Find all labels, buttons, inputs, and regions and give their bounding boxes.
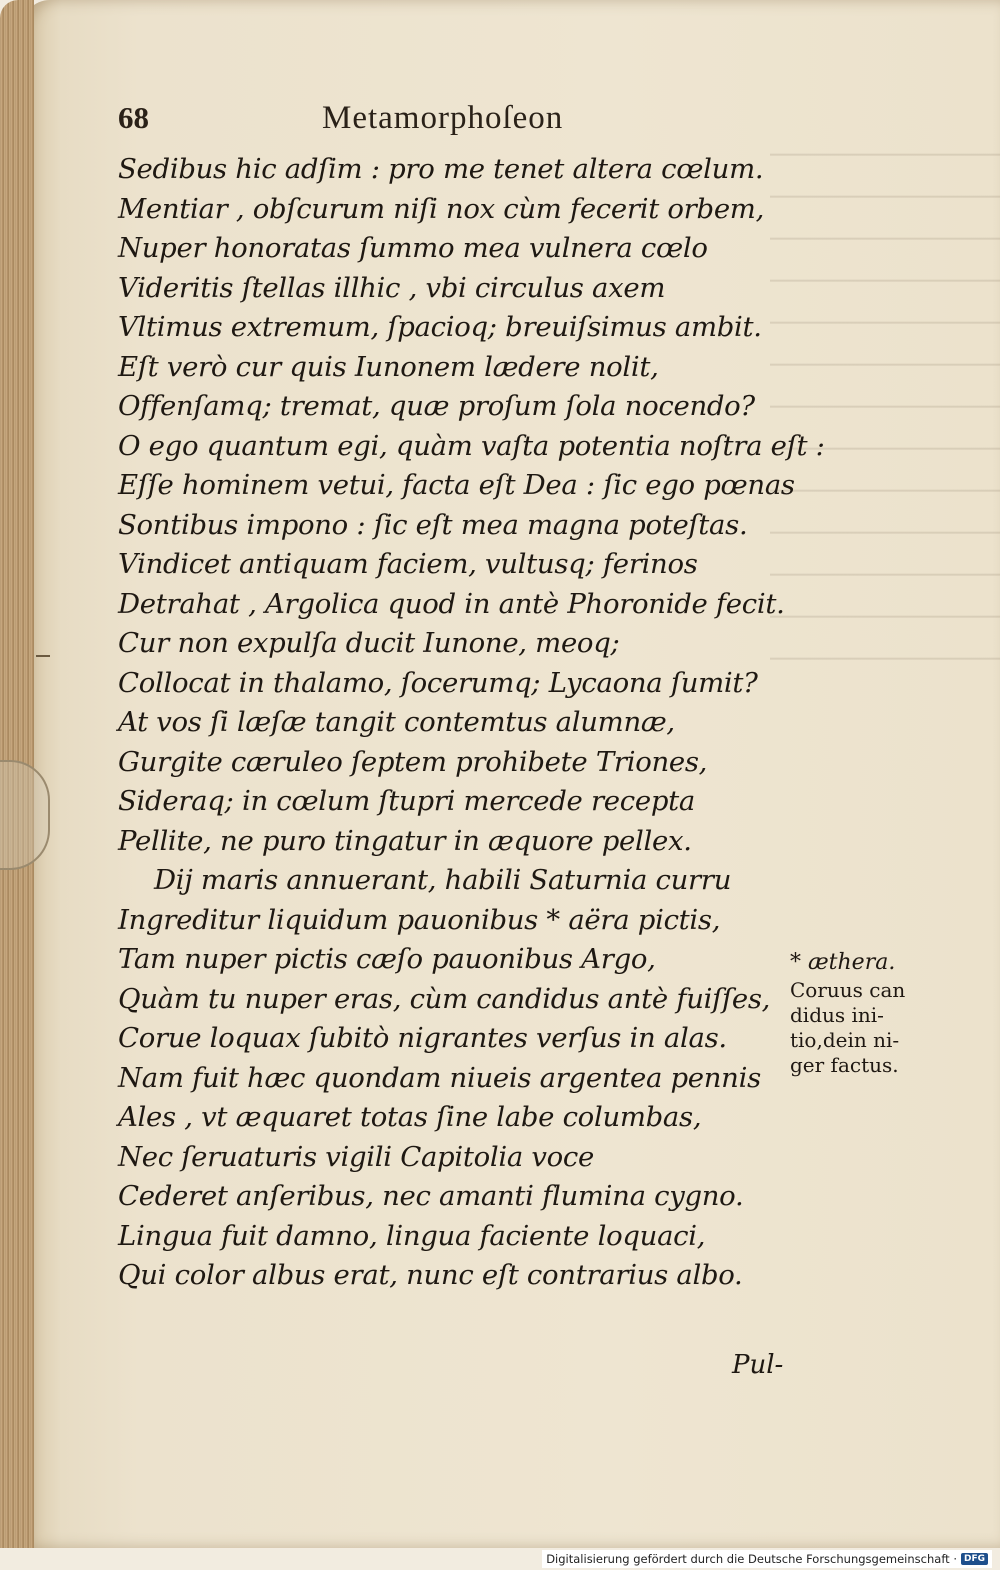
verse-line: Sedibus hic adſim : pro me tenet altera cœlum. bbox=[118, 153, 764, 185]
margin-mark bbox=[36, 655, 50, 657]
verse-line: Vindicet antiquam faciem, vultusq; ferinos bbox=[118, 548, 698, 580]
show-through bbox=[770, 120, 1000, 680]
running-header bbox=[118, 100, 718, 150]
verse-line: Quàm tu nuper eras, cùm candidus antè fuiſſes, bbox=[118, 982, 771, 1015]
marginal-note-line: Coruus can bbox=[790, 978, 906, 1002]
verse-line: Detrahat , Argolica quod in antè Phoronide fecit. bbox=[118, 587, 785, 620]
verse-line: Eſſe hominem vetui, facta eſt Dea : ſic ego pœnas bbox=[118, 469, 795, 501]
marginal-note bbox=[790, 948, 940, 1078]
footer-text: Digitalisierung gefördert durch die Deutsche Forschungsgemeinschaft · bbox=[546, 1552, 957, 1566]
dfg-logo: DFG bbox=[961, 1553, 988, 1565]
verse-line: Collocat in thalamo, ſocerumq; Lycaona ſumit? bbox=[118, 666, 758, 699]
verse-line: O ego quantum egi, quàm vaſta potentia noſtra eſt : bbox=[118, 429, 825, 462]
catchword: Pul- bbox=[732, 1350, 784, 1380]
verse-line: Cederet anſeribus, nec amanti flumina cygno. bbox=[118, 1180, 744, 1212]
verse-line: Videritis ſtellas illhic , vbi circulus axem bbox=[118, 271, 666, 304]
verse-line: Sideraq; in cœlum ſtupri mercede recepta bbox=[118, 785, 695, 817]
page-number: 68 bbox=[118, 100, 149, 135]
verse-line: Ales , vt æquaret totas ſine labe columbas, bbox=[118, 1101, 702, 1133]
verse-line: Gurgite cæruleo ſeptem prohibete Triones, bbox=[118, 745, 708, 778]
running-title: Metamorphoſeon bbox=[322, 100, 564, 136]
verse-line: Pellite, ne puro tingatur in æquore pellex. bbox=[118, 824, 692, 857]
verse-line: Offenſamq; tremat, quæ proſum ſola nocendo? bbox=[118, 390, 755, 422]
verse-line: Eſt verò cur quis Iunonem lædere nolit, bbox=[118, 350, 659, 383]
marginal-note-line: ger factus. bbox=[790, 1053, 899, 1077]
marginal-note-line: tio,dein ni- bbox=[790, 1028, 900, 1052]
marginal-note-reference: * æthera. bbox=[790, 950, 896, 975]
verse-block bbox=[118, 150, 825, 1296]
verse-line: Mentiar , obſcurum niſi nox cùm fecerit orbem, bbox=[118, 192, 765, 225]
verse-line: Vltimus extremum, ſpacioq; breuiſsimus ambit. bbox=[118, 311, 762, 343]
verse-line: Lingua fuit damno, lingua faciente loquaci, bbox=[118, 1219, 706, 1252]
verse-line: At vos ſi læſæ tangit contemtus alumnæ, bbox=[118, 706, 675, 738]
verse-line: Cur non expulſa ducit Iunone, meoq; bbox=[118, 627, 620, 659]
verse-line: Qui color albus erat, nunc eſt contrarius albo. bbox=[118, 1259, 743, 1291]
verse-line: Nam fuit hæc quondam niueis argentea pennis bbox=[118, 1061, 761, 1094]
verse-line: Sontibus impono : ſic eſt mea magna poteſtas. bbox=[118, 508, 748, 541]
verse-line: Corue loquax ſubitò nigrantes verſus in alas. bbox=[118, 1022, 727, 1054]
verse-line: Nec ſeruaturis vigili Capitolia voce bbox=[118, 1140, 594, 1173]
verse-line: Ingreditur liquidum pauonibus * aëra pictis, bbox=[118, 903, 721, 936]
verse-line: Tam nuper pictis cæſo pauonibus Argo, bbox=[118, 943, 656, 975]
digitization-footer bbox=[542, 1550, 992, 1568]
marginal-note-line: didus ini- bbox=[790, 1003, 884, 1027]
verse-line: Nuper honoratas ſummo mea vulnera cœlo bbox=[118, 232, 708, 264]
verse-line: Dij maris annuerant, habili Saturnia curru bbox=[154, 864, 732, 896]
